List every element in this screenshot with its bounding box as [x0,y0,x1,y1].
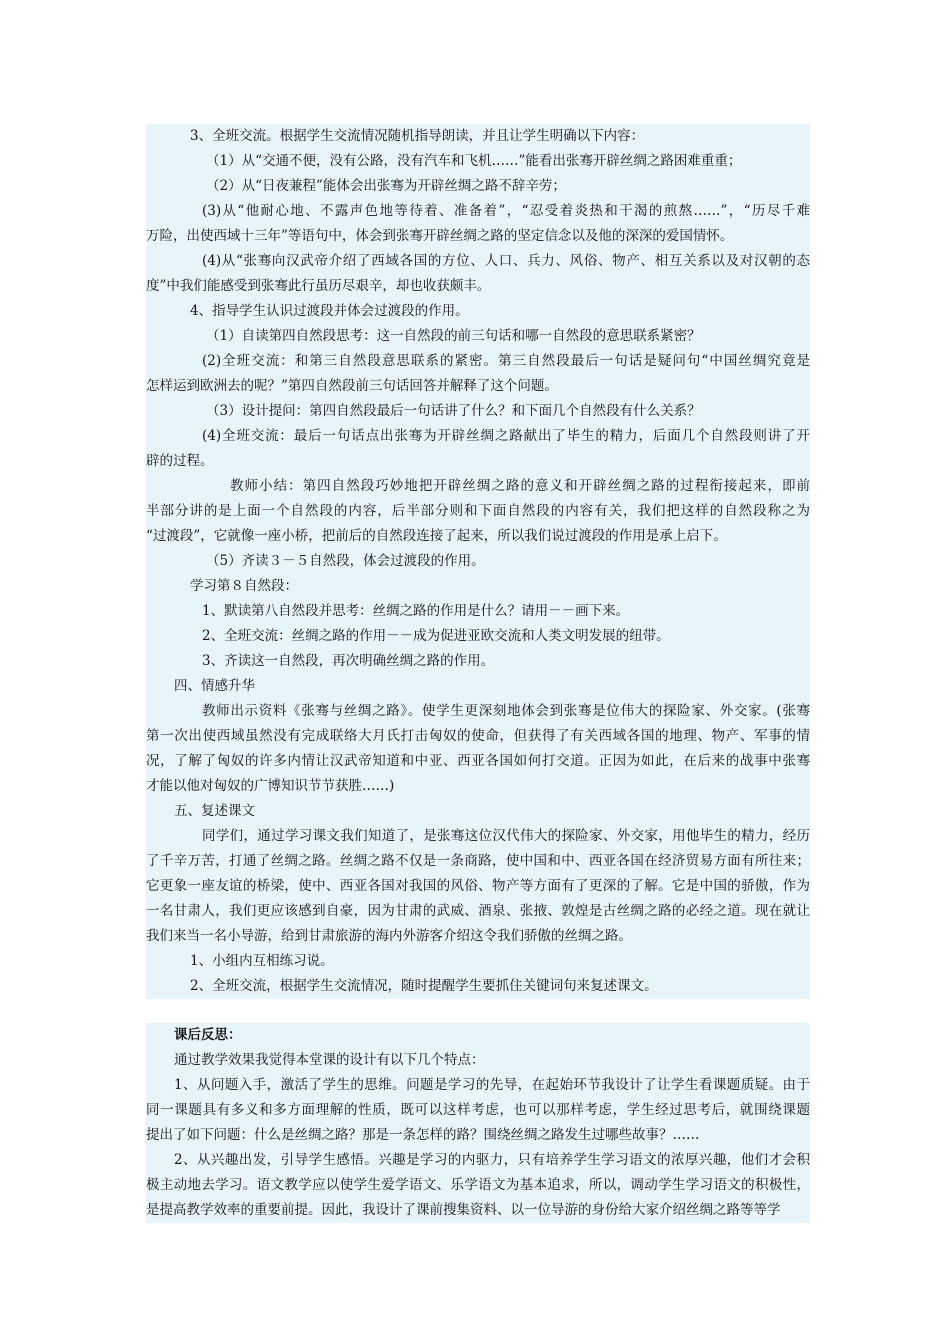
paragraph [146,174,810,199]
paragraph [146,949,810,974]
text-line: 同学们，通过学习课文我们知道了，是张骞这位汉代伟大的探险家、外交家，用他毕生的精力，经历 [146,824,810,849]
paragraph [146,424,810,474]
text-line: 极主动地去学习。语文教学应以使学生爱学语文、乐学语文为基本追求，所以，调动学生学习语文的积极性， [146,1173,810,1198]
text-line: 五、复述课文 [146,799,810,824]
text-line: 1、默读第八自然段并思考：丝绸之路的作用是什么？请用－－画下来。 [146,599,810,624]
paragraph [146,799,810,824]
paragraph-spacer [146,999,810,1023]
text-line: 它更象一座友谊的桥梁，使中、西亚各国对我国的风俗、物产等方面有了更深的了解。它是中国的骄傲，作为 [146,874,810,899]
text-line: 度”中我们能感受到张骞此行虽历尽艰辛，却也收获颇丰。 [146,274,810,299]
text-line: 提出了如下问题：什么是丝绸之路？那是一条怎样的路？围绕丝绸之路发生过哪些故事？…… [146,1123,810,1148]
text-line: 2、全班交流，根据学生交流情况，随时提醒学生要抓住关键词句来复述课文。 [146,974,810,999]
text-line: 1、从问题入手，激活了学生的思维。问题是学习的先导，在起始环节我设计了让学生看课题质疑。由于 [146,1073,810,1098]
text-line: (4)从“张骞向汉武帝介绍了西域各国的方位、人口、兵力、风俗、物产、相互关系以及对汉朝的态 [146,249,810,274]
text-line: （1）自读第四自然段思考：这一自然段的前三句话和哪一自然段的意思联系紧密？ [146,324,810,349]
text-line: 3、全班交流。根据学生交流情况随机指导朗读，并且让学生明确以下内容： [146,124,810,149]
text-line: （5）齐读３－５自然段，体会过渡段的作用。 [146,549,810,574]
text-line: 课后反思： [146,1023,810,1048]
text-line: 万险，出使西域十三年”等语句中，体会到张骞开辟丝绸之路的坚定信念以及他的深深的爱国情怀。 [146,224,810,249]
paragraph [146,1048,810,1073]
paragraph [146,349,810,399]
text-line: 辟的过程。 [146,449,810,474]
paragraph [146,599,810,624]
text-line: （1）从“交通不便，没有公路，没有汽车和飞机……”能看出张骞开辟丝绸之路困难重重； [146,149,810,174]
text-line: 教师小结：第四自然段巧妙地把开辟丝绸之路的意义和开辟丝绸之路的过程衔接起来，即前 [146,474,810,499]
text-line: 怎样运到欧洲去的呢？”第四自然段前三句话回答并解释了这个问题。 [146,374,810,399]
paragraph [146,699,810,799]
text-line: 同一课题具有多义和多方面理解的性质，既可以这样考虑，也可以那样考虑，学生经过思考后，就围绕课题 [146,1098,810,1123]
text-line: 才能以他对匈奴的广博知识节节获胜……) [146,774,810,799]
paragraph [146,674,810,699]
paragraph [146,574,810,599]
paragraph [146,199,810,249]
paragraph [146,1148,810,1223]
text-line: （3）设计提问：第四自然段最后一句话讲了什么？和下面几个自然段有什么关系？ [146,399,810,424]
text-line: 况，了解了匈奴的许多内情让汉武帝知道和中亚、西亚各国如何打交道。正因为如此，在后来的战事中张骞 [146,749,810,774]
text-line: “过渡段”，它就像一座小桥，把前后的自然段连接了起来，所以我们说过渡段的作用是承上启下。 [146,524,810,549]
paragraph [146,649,810,674]
text-line: 2、全班交流：丝绸之路的作用－－成为促进亚欧交流和人类文明发展的纽带。 [146,624,810,649]
text-line: 四、情感升华 [146,674,810,699]
text-line: 教师出示资料《张骞与丝绸之路》。使学生更深刻地体会到张骞是位伟大的探险家、外交家。(张骞 [146,699,810,724]
paragraph [146,624,810,649]
paragraph [146,299,810,324]
text-line: 一名甘肃人，我们更应该感到自豪，因为甘肃的武威、酒泉、张掖、敦煌是古丝绸之路的必经之道。现在就让 [146,899,810,924]
text-line: (2)全班交流：和第三自然段意思联系的紧密。第三自然段最后一句话是疑问句“中国丝绸究竟是 [146,349,810,374]
text-line: （2）从“日夜兼程”能体会出张骞为开辟丝绸之路不辞辛劳； [146,174,810,199]
text-line: 3、齐读这一自然段，再次明确丝绸之路的作用。 [146,649,810,674]
text-line: (4)全班交流：最后一句话点出张骞为开辟丝绸之路献出了毕生的精力，后面几个自然段则讲了开 [146,424,810,449]
text-line: 通过教学效果我觉得本堂课的设计有以下几个特点： [146,1048,810,1073]
text-line: 我们来当一名小导游，给到甘肃旅游的海内外游客介绍这令我们骄傲的丝绸之路。 [146,924,810,949]
paragraph [146,124,810,149]
text-line: 是提高教学效率的重要前提。因此，我设计了课前搜集资料、以一位导游的身份给大家介绍丝绸之路等等学 [146,1198,810,1223]
paragraph [146,399,810,424]
paragraph [146,824,810,949]
text-line: 1、小组内互相练习说。 [146,949,810,974]
text-line: (3)从“他耐心地、不露声色地等待着、准备着”，“忍受着炎热和干渴的煎熬……”，“历尽千难 [146,199,810,224]
paragraph [146,974,810,999]
paragraph [146,549,810,574]
text-line: 了千辛万苦，打通了丝绸之路。丝绸之路不仅是一条商路，使中国和中、西亚各国在经济贸易方面有所往来； [146,849,810,874]
text-line: 第一次出使西域虽然没有完成联络大月氏打击匈奴的使命，但获得了有关西域各国的地理、物产、军事的情 [146,724,810,749]
text-line: 学习第８自然段： [146,574,810,599]
text-line: 半部分讲的是上面一个自然段的内容，后半部分则和下面自然段的内容有关，我们把这样的自然段称之为 [146,499,810,524]
text-line: 2、从兴趣出发，引导学生感悟。兴趣是学习的内驱力，只有培养学生学习语文的浓厚兴趣，他们才会积 [146,1148,810,1173]
paragraph [146,1073,810,1148]
paragraph [146,1023,810,1048]
paragraph [146,474,810,549]
document-body [146,124,810,1223]
paragraph [146,149,810,174]
paragraph [146,249,810,299]
paragraph [146,324,810,349]
text-line: 4、指导学生认识过渡段并体会过渡段的作用。 [146,299,810,324]
